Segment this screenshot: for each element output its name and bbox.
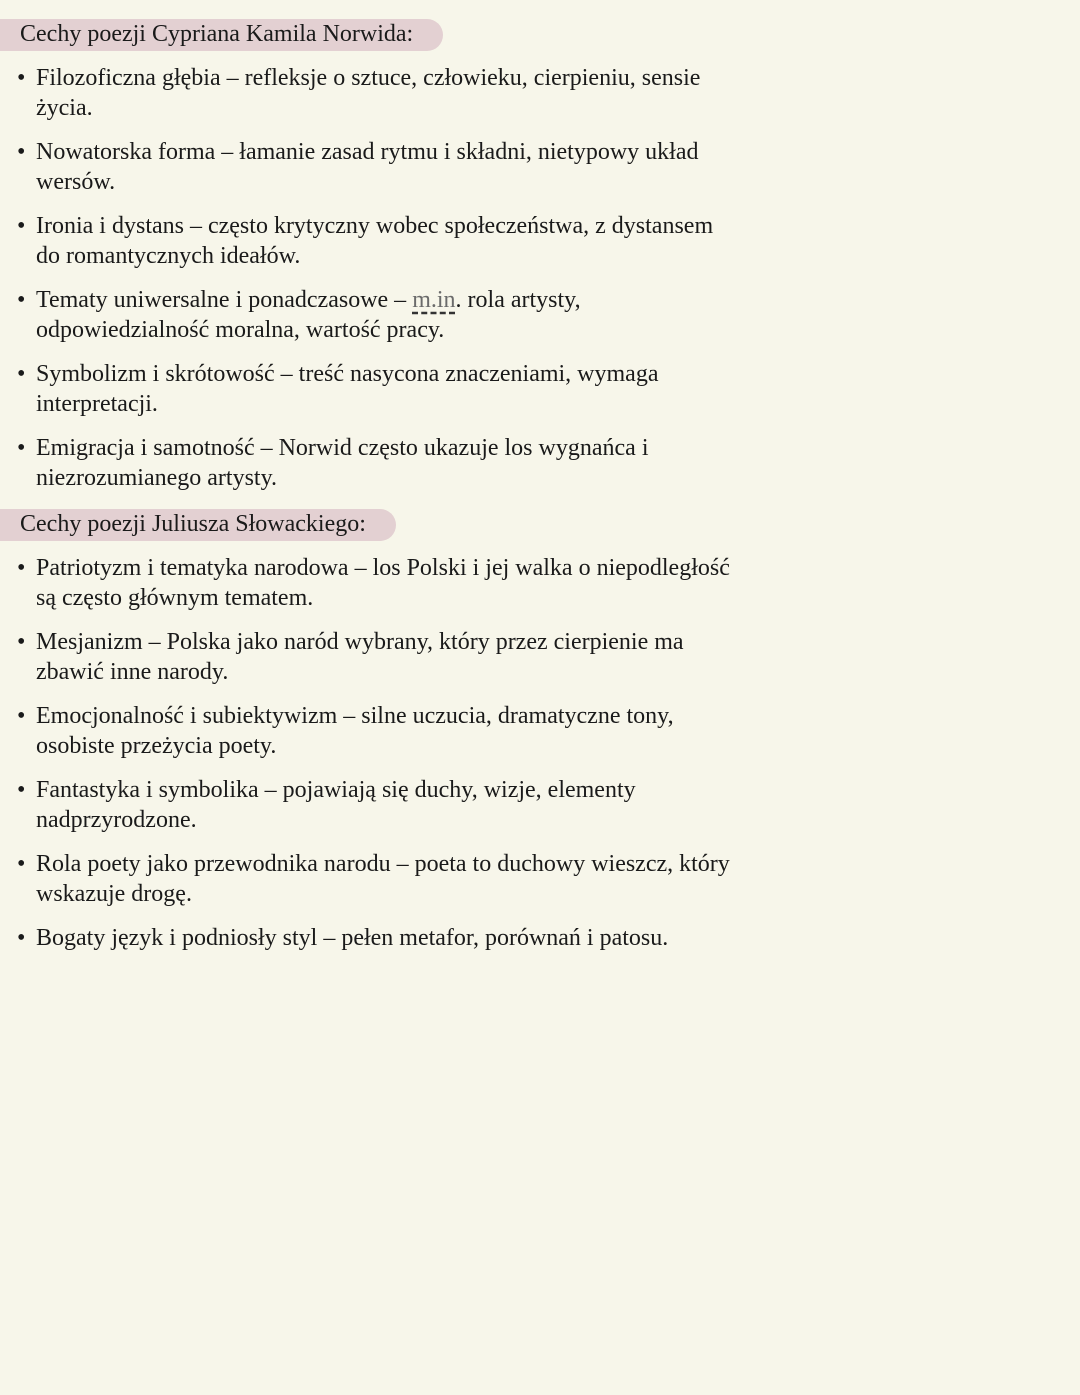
bullet-icon: • [17, 555, 26, 581]
list-item [0, 923, 736, 953]
bullet-icon: • [17, 139, 26, 165]
item-text: Tematy uniwersalne i ponadczasowe – [36, 287, 413, 313]
list-item [0, 137, 736, 197]
list-item [0, 849, 736, 909]
item-text: Rola poety jako przewodnika narodu – poeta to duchowy wieszcz, który wskazuje drogę. [36, 851, 730, 907]
section-norwid [0, 19, 760, 507]
bullet-icon: • [17, 435, 26, 461]
list-item [0, 359, 736, 419]
section-heading: Cechy poezji Cypriana Kamila Norwida: [0, 19, 443, 51]
section-slowacki [0, 509, 760, 967]
list-item [0, 433, 736, 493]
feature-list [0, 63, 760, 493]
item-text: Nowatorska forma – łamanie zasad rytmu i składni, nietypowy układ wersów. [36, 139, 699, 195]
bullet-icon: • [17, 777, 26, 803]
item-text: Filozoficzna głębia – refleksje o sztuce, człowieku, cierpieniu, sensie życia. [36, 65, 701, 121]
item-text: Emigracja i samotność – Norwid często ukazuje los wygnańca i niezrozumianego artysty. [36, 435, 649, 491]
item-text: Emocjonalność i subiektywizm – silne uczucia, dramatyczne tony, osobiste przeżycia poety. [36, 703, 674, 759]
item-text: Patriotyzm i tematyka narodowa – los Polski i jej walka o niepodległość są często głównym tematem. [36, 555, 730, 611]
list-item [0, 775, 736, 835]
bullet-icon: • [17, 629, 26, 655]
bullet-icon: • [17, 65, 26, 91]
item-text: Bogaty język i podniosły styl – pełen metafor, porównań i patosu. [36, 925, 669, 951]
list-item [0, 627, 736, 687]
bullet-icon: • [17, 361, 26, 387]
item-text: Mesjanizm – Polska jako naród wybrany, który przez cierpienie ma zbawić inne narody. [36, 629, 684, 685]
section-heading: Cechy poezji Juliusza Słowackiego: [0, 509, 396, 541]
abbreviation: m.in [412, 287, 456, 313]
item-text: Symbolizm i skrótowość – treść nasycona znaczeniami, wymaga interpretacji. [36, 361, 659, 417]
feature-list [0, 553, 760, 953]
list-item [0, 211, 736, 271]
item-text: . rola artysty, odpowiedzialność moralna, wartość pracy. [36, 287, 581, 343]
list-item [0, 285, 736, 345]
list-item [0, 701, 736, 761]
item-text: Ironia i dystans – często krytyczny wobec społeczeństwa, z dystansem do romantycznych ideałów. [36, 213, 714, 269]
bullet-icon: • [17, 925, 26, 951]
bullet-icon: • [17, 703, 26, 729]
list-item [0, 63, 736, 123]
list-item [0, 553, 736, 613]
bullet-icon: • [17, 213, 26, 239]
item-text: Fantastyka i symbolika – pojawiają się duchy, wizje, elementy nadprzyrodzone. [36, 777, 636, 833]
bullet-icon: • [17, 287, 26, 313]
bullet-icon: • [17, 851, 26, 877]
